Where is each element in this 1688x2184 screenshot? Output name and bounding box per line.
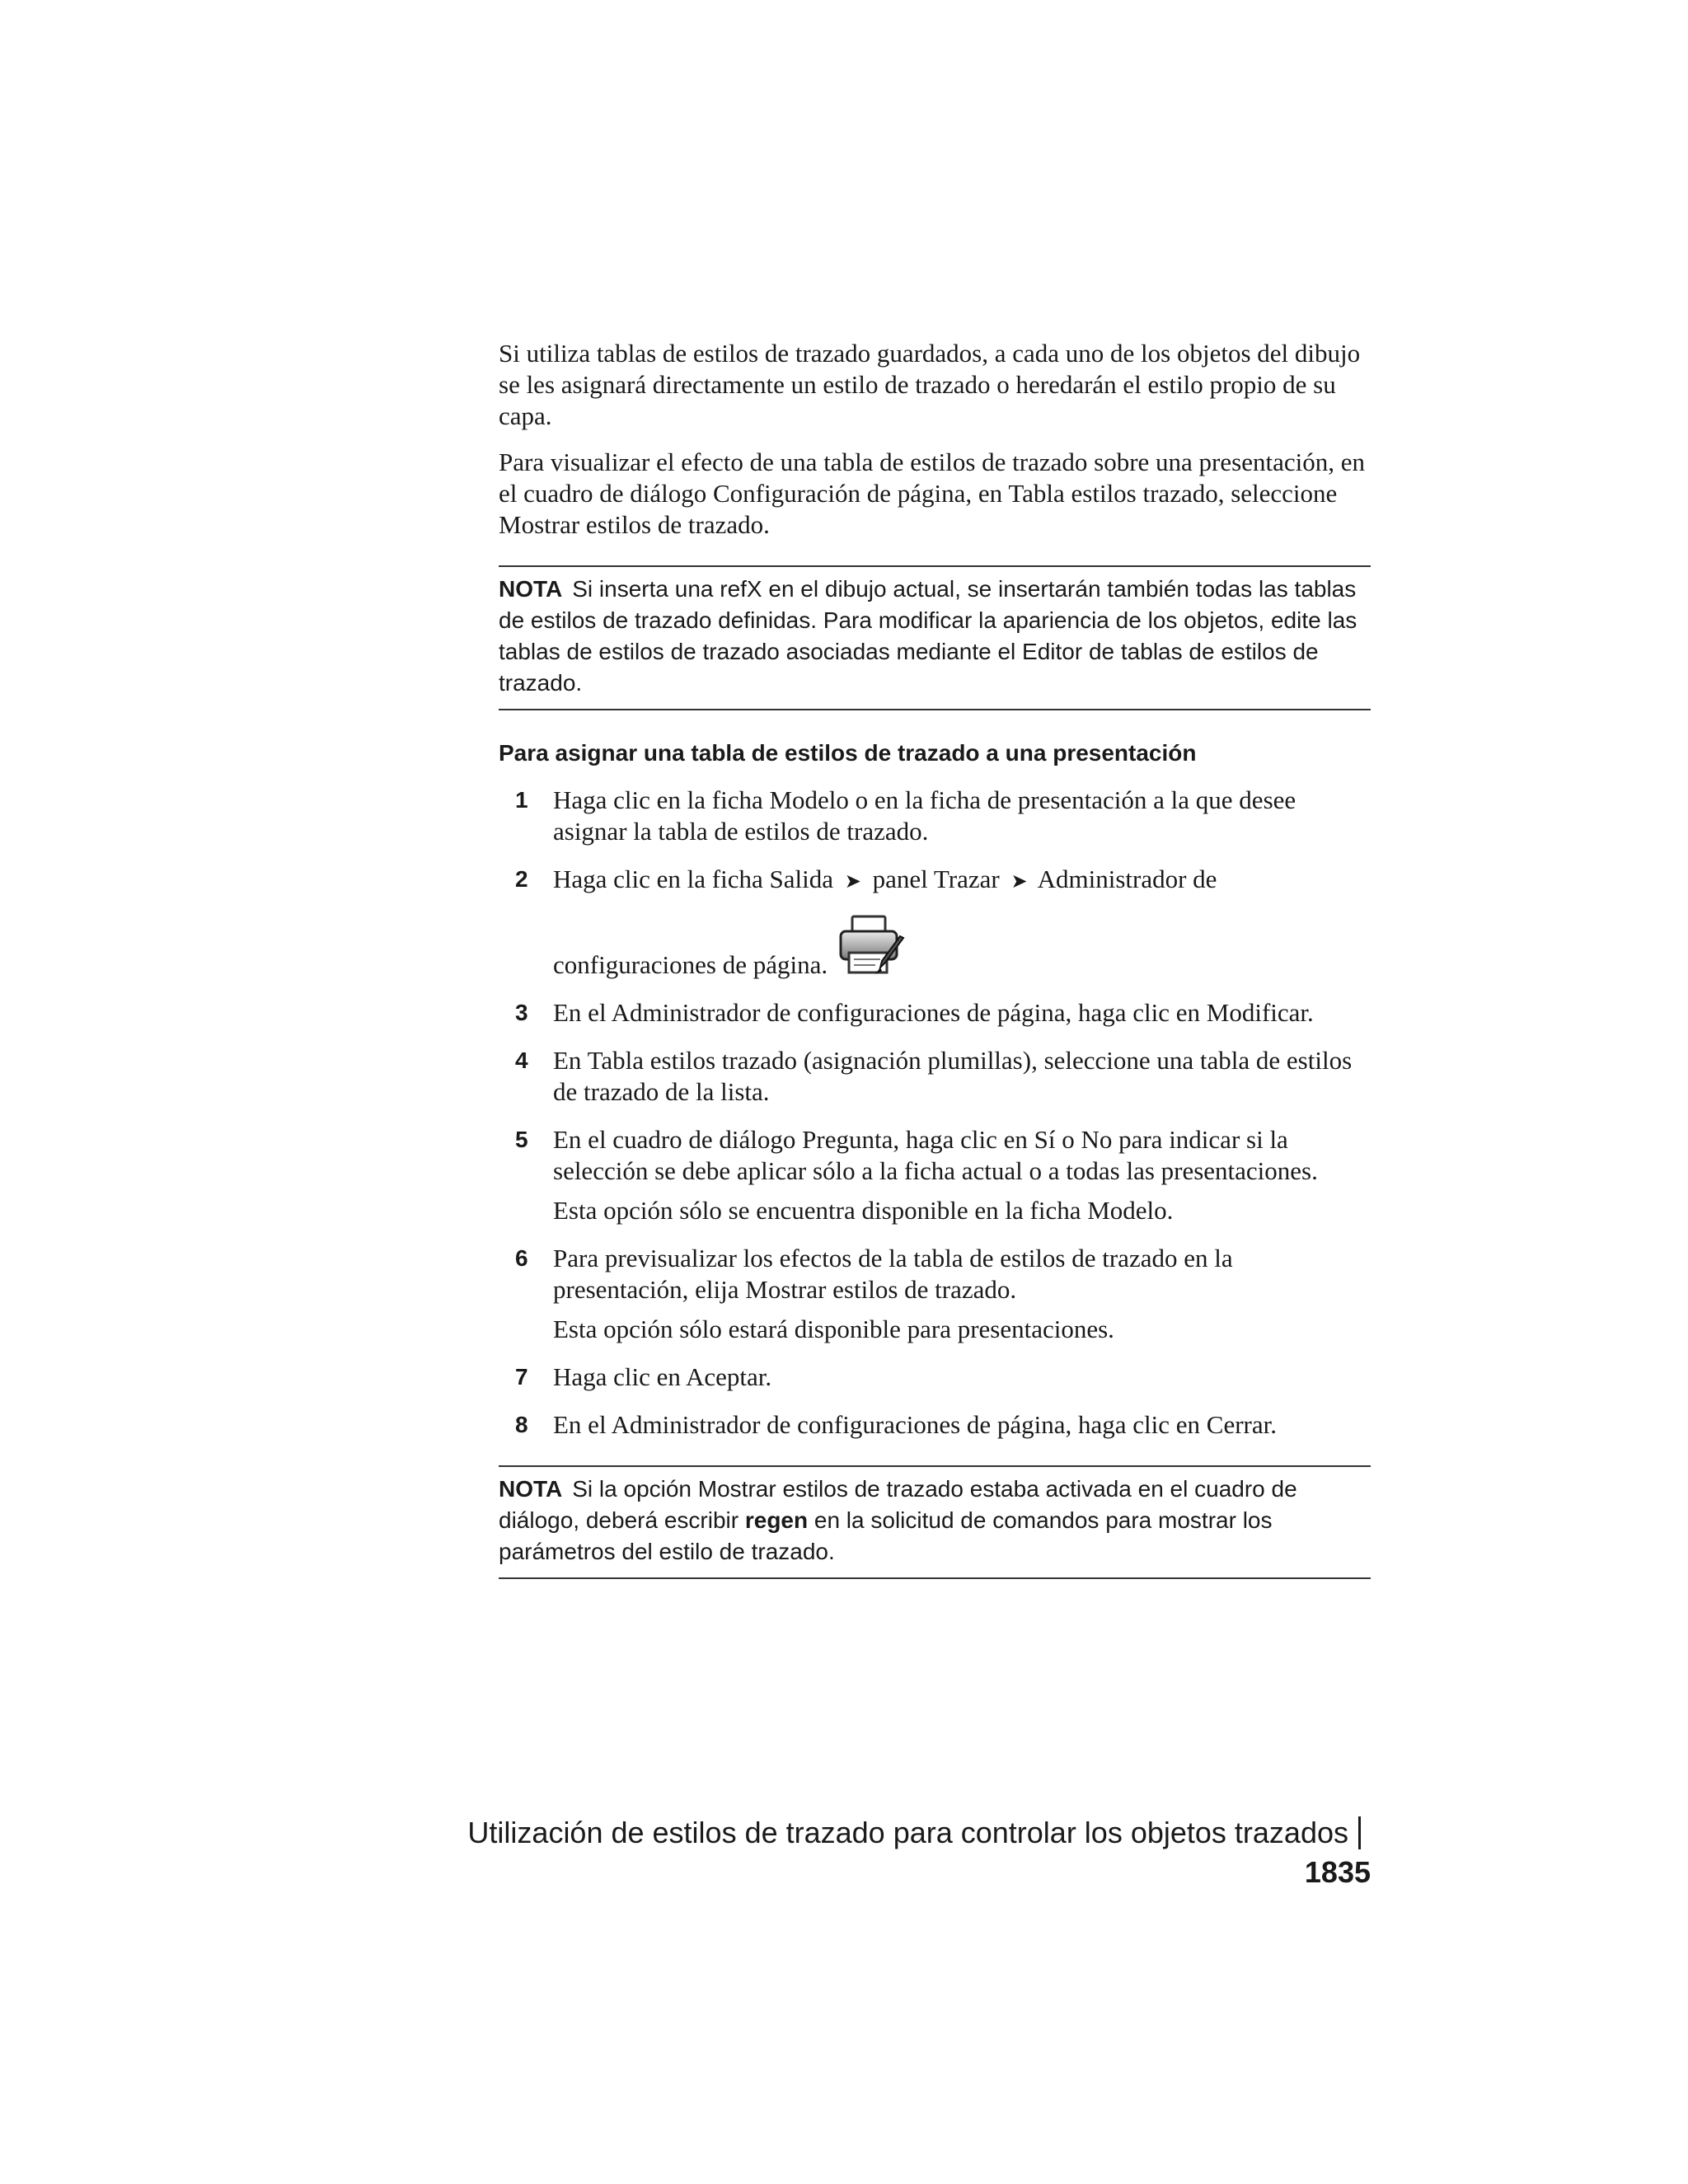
- note-label: NOTA: [499, 576, 563, 602]
- step-6: [499, 1243, 1371, 1345]
- step-2: [499, 864, 1371, 981]
- note-label: NOTA: [499, 1476, 563, 1502]
- command-name: regen: [744, 1507, 809, 1533]
- step-4: [499, 1045, 1371, 1108]
- step-text: En el cuadro de diálogo Pregunta, haga clic en Sí o No para indicar si la selección se debe aplicar sólo a la ficha actual o a todas las presentaciones.: [553, 1125, 1318, 1185]
- page-number: 1835: [1304, 1855, 1371, 1889]
- page-content: [499, 338, 1371, 1607]
- step-number: 2: [515, 866, 528, 892]
- step-text: En el Administrador de configuraciones de página, haga clic en Modificar.: [553, 998, 1314, 1027]
- step-text: configuraciones de página.: [553, 950, 828, 979]
- step-text: Haga clic en la ficha Modelo o en la ficha de presentación a la que desee asignar la tabla de estilos de trazado.: [553, 785, 1296, 846]
- step-text: En Tabla estilos trazado (asignación plumillas), seleccione una tabla de estilos de trazado de la lista.: [553, 1046, 1353, 1106]
- note-text: Si inserta una refX en el dibujo actual, se insertarán también todas las tablas de estilos de trazado definidas. Para modificar la apariencia de los objetos, edite las tablas de estilos de trazado asociadas mediante el Editor de tablas de estilos de trazado.: [499, 576, 1357, 696]
- step-3: [499, 997, 1371, 1029]
- step-number: 4: [515, 1047, 528, 1073]
- step-text: Administrador de: [1037, 865, 1217, 893]
- note-text: Si la opción Mostrar estilos de trazado estaba activada en el cuadro de diálogo, deberá escribir: [499, 1476, 1297, 1533]
- arrow-icon: ➤: [844, 869, 861, 893]
- note-text: en la solicitud de comandos para mostrar los parámetros del estilo de trazado.: [499, 1507, 1273, 1564]
- step-number: 6: [515, 1245, 528, 1271]
- step-number: 3: [515, 1000, 528, 1025]
- procedure-heading: Para asignar una tabla de estilos de trazado a una presentación: [499, 740, 1197, 766]
- step-subtext: Esta opción sólo estará disponible para presentaciones.: [553, 1315, 1114, 1343]
- step-number: 8: [515, 1412, 528, 1437]
- step-number: 5: [515, 1127, 528, 1152]
- page-setup-manager-icon: [837, 913, 907, 979]
- step-number: 7: [515, 1364, 528, 1390]
- note-box-1: [499, 565, 1371, 710]
- step-subtext: Esta opción sólo se encuentra disponible en la ficha Modelo.: [553, 1196, 1174, 1225]
- page-footer: [456, 1813, 1371, 1892]
- step-number: 1: [515, 787, 528, 813]
- footer-title: Utilización de estilos de trazado para controlar los objetos trazados: [467, 1816, 1348, 1849]
- intro-paragraph-2: Para visualizar el efecto de una tabla de estilos de trazado sobre una presentación, en el cuadro de diálogo Configuración de página, en Tabla estilos trazado, seleccione Mostrar estilos de trazado.: [499, 448, 1365, 539]
- step-2-line-2: [553, 913, 1371, 981]
- note-box-2: [499, 1465, 1371, 1579]
- procedure-steps: [499, 785, 1371, 1441]
- intro-paragraph-1: Si utiliza tablas de estilos de trazado guardados, a cada uno de los objetos del dibujo se les asignará directamente un estilo de trazado o heredarán el estilo propio de su capa.: [499, 339, 1361, 430]
- step-7: [499, 1361, 1371, 1393]
- step-5: [499, 1124, 1371, 1226]
- arrow-icon: ➤: [1010, 869, 1028, 893]
- step-8: [499, 1409, 1371, 1441]
- step-text: En el Administrador de configuraciones de página, haga clic en Cerrar.: [553, 1410, 1278, 1439]
- step-text: Haga clic en Aceptar.: [553, 1362, 772, 1391]
- step-2-line-1: [553, 864, 1371, 897]
- step-1: [499, 785, 1371, 847]
- step-text: Haga clic en la ficha Salida: [553, 865, 833, 893]
- footer-separator: [1358, 1816, 1361, 1849]
- step-text: panel Trazar: [872, 865, 1000, 893]
- step-text: Para previsualizar los efectos de la tabla de estilos de trazado en la presentación, elija Mostrar estilos de trazado.: [553, 1244, 1233, 1304]
